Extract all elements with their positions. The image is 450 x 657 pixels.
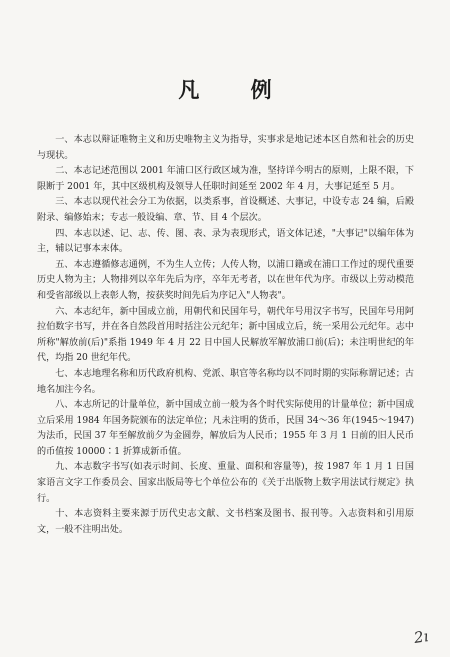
paragraph-4: 四、本志以述、记、志、传、图、表、录为表现形式，语文体记述，"大事记"以编年体为主，辅以记事本末体。 bbox=[37, 228, 414, 255]
document-body bbox=[37, 133, 414, 538]
paragraph-3: 三、本志以现代社会分工为依据，以类系事，首设概述、大事记，中设专志 24 编，后殿附录、编修始末；专志一般设编、章、节、目 4 个层次。 bbox=[37, 197, 414, 223]
paragraph-6: 六、本志纪年，新中国成立前，用朝代和民国年号，朝代年号用汉字书写，民国年号用阿拉伯数字书写，并在各自然段首用时括注公元纪年；新中国成立后，统一采用公元纪年。志中所称"解放前(后)"系指 1949 年 4 月 22 日中国人民解放军解放浦口前(后)；未注明世纪的年代，均指 20 世纪年代。 bbox=[37, 306, 414, 364]
paragraph-7: 七、本志地理名称和历代政府机构、党派、职官等名称均以不同时期的实际称谓记述；古地名加注今名。 bbox=[37, 368, 414, 395]
paragraph-1: 一、本志以辩证唯物主义和历史唯物主义为指导，实事求是地记述本区自然和社会的历史与现状。 bbox=[37, 135, 414, 161]
handwritten-page-mark: 2ı bbox=[412, 627, 430, 647]
paragraph-9: 九、本志数字书写(如表示时间、长度、重量、面积和容量等)，按 1987 年 1 月 1 日国家语言文字工作委员会、国家出版局等七个单位公布的《关于出版物上数字用法试行规定》执行。 bbox=[37, 462, 414, 504]
paragraph-10: 十、本志资料主要来源于历代史志文献、文书档案及图书、报刊等。入志资料和引用原文，一般不注明出处。 bbox=[37, 509, 414, 535]
paragraph-8: 八、本志所记的计量单位，新中国成立前一般为各个时代实际使用的计量单位；新中国成立后采用 1984 年国务院颁布的法定单位；凡未注明的货币，民国 34～36 年(1945～1947)为法币，民国 37 年至解放前夕为金圆券，解放后为人民币；1955 年 3 月 1 日前的旧人民币的币值按 10000∶1 折算成新币值。 bbox=[37, 400, 414, 457]
paragraph-2: 二、本志记述范围以 2001 年浦口区行政区域为准，坚持详今明古的原则，上限不限，下限断于 2001 年，其中区级机构及领导人任职时间延至 2002 年 4 月，大事记延至 5 月。 bbox=[37, 166, 414, 192]
page-title: 凡 例 bbox=[178, 77, 294, 102]
paragraph-5: 五、本志遵循修志通例，不为生人立传；人传人物，以浦口籍或在浦口工作过的现代重要历史人物为主；人物排列以卒年先后为序，卒年无考者，以在世年代为序。市级以上劳动模范和受省部级以上表彰人物，按获奖时间先后为序记入"人物表"。 bbox=[37, 259, 414, 301]
